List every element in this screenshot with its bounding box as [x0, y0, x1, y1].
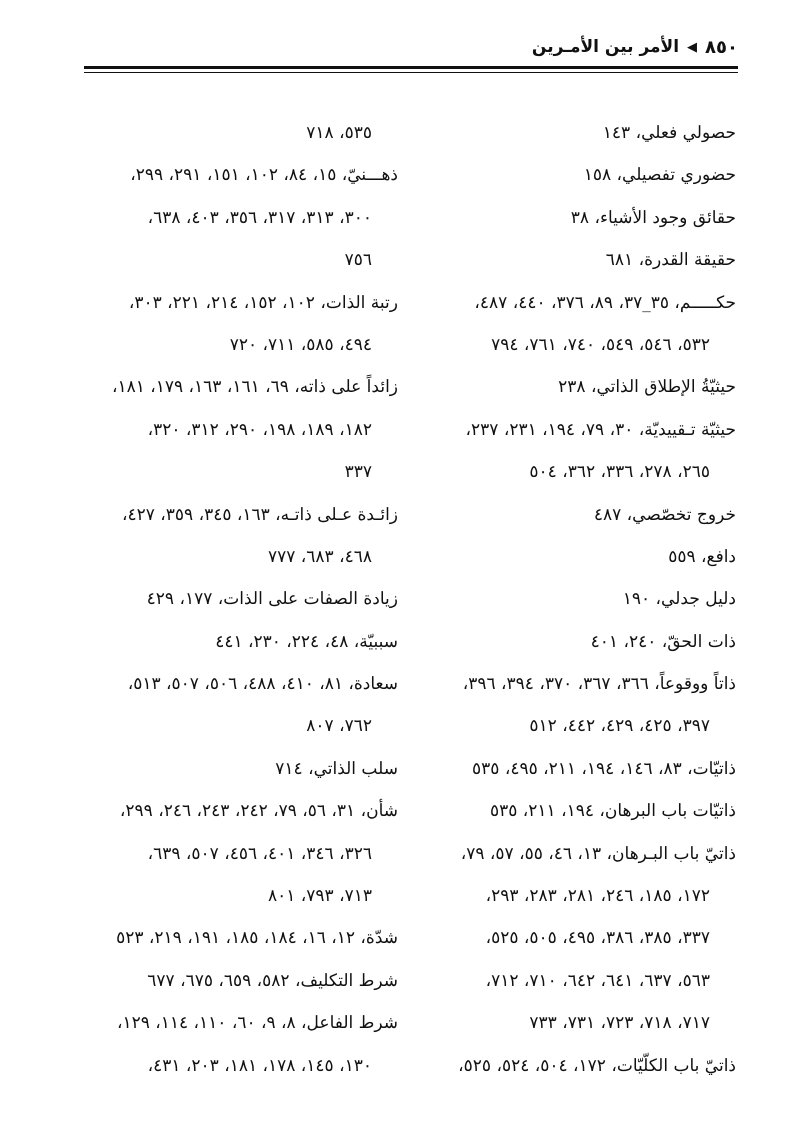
- index-entry-continuation: ٣٣٧: [344, 462, 372, 483]
- index-entry: حقيقة القدرة، ٦٨١: [605, 250, 736, 271]
- index-entry: ذهـــنيّ، ١٥، ٨٤، ١٠٢، ١٥١، ٢٩١، ٢٩٩،: [130, 165, 398, 186]
- index-entry: زيادة الصفات على الذات، ١٧٧، ٤٢٩: [146, 589, 398, 610]
- index-entry: ذاتيّات، ٨٣، ١٤٦، ١٩٤، ٢١١، ٤٩٥، ٥٣٥: [472, 758, 736, 779]
- index-entry: شرط الفاعل، ٨، ٩، ٦٠، ١١٠، ١١٤، ١٢٩،: [116, 1013, 398, 1034]
- index-entry-continuation: ٤٩٤، ٥٨٥، ٧١١، ٧٢٠: [229, 334, 372, 355]
- index-entry: حكـــــم، ٣٥_٣٧، ٨٩، ٣٧٦، ٤٤٠، ٤٨٧،: [474, 292, 736, 313]
- index-entry: ذاتيّات باب البرهان، ١٩٤، ٢١١، ٥٣٥: [490, 801, 736, 822]
- index-entry-continuation: ٧١٧، ٧١٨، ٧٢٣، ٧٣١، ٧٣٣: [529, 1013, 710, 1034]
- index-entry-continuation: ٧٥٦: [344, 250, 372, 271]
- index-entry-continuation: ٣٠٠، ٣١٣، ٣١٧، ٣٥٦، ٤٠٣، ٦٣٨،: [147, 207, 372, 228]
- index-entry: حصولي فعلي، ١٤٣: [602, 123, 736, 143]
- index-entry-continuation: ٥٣٥، ٧١٨: [306, 123, 372, 143]
- running-title: الأمر بين الأمـرين: [531, 37, 680, 57]
- index-entry: ذاتيّ باب الكلّيّات، ١٧٢، ٥٠٤، ٥٢٤، ٥٢٥،: [458, 1055, 736, 1076]
- index-entry: ذاتاً ووقوعاً، ٣٦٦، ٣٦٧، ٣٧٠، ٣٩٤، ٣٩٦،: [462, 674, 736, 695]
- index-entry: حيثيّةُ الإطلاق الذاتي، ٢٣٨: [558, 377, 736, 398]
- index-entry: شدّة، ١٢، ١٦، ١٨٤، ١٨٥، ١٩١، ٢١٩، ٥٢٣: [116, 928, 398, 949]
- header-rule-thin: [84, 72, 738, 73]
- index-entry: شأن، ٣١، ٥٦، ٧٩، ٢٤٢، ٢٤٣، ٢٤٦، ٢٩٩،: [119, 801, 398, 822]
- index-entry-continuation: ٣٩٧، ٤٢٥، ٤٢٩، ٤٤٢، ٥١٢: [529, 716, 710, 737]
- index-entry: سلب الذاتي، ٧١٤: [275, 758, 398, 779]
- index-entry: سعادة، ٨١، ٤١٠، ٤٨٨، ٥٠٦، ٥٠٧، ٥١٣،: [127, 674, 398, 695]
- index-entry: دليل جدلي، ١٩٠: [622, 589, 736, 610]
- index-column-right: [418, 112, 736, 1087]
- index-entry-continuation: ١٣٠، ١٤٥، ١٧٨، ١٨١، ٢٠٣، ٤٣١،: [147, 1055, 372, 1076]
- index-entry-continuation: ١٧٢، ١٨٥، ٢٤٦، ٢٨١، ٢٨٣، ٢٩٣،: [485, 886, 710, 907]
- index-entry-continuation: ٧٦٢، ٨٠٧: [306, 716, 372, 737]
- index-entry-continuation: ٥٦٣، ٦٣٧، ٦٤١، ٦٤٢، ٧١٠، ٧١٢،: [485, 970, 710, 991]
- index-entry-continuation: ٢٦٥، ٢٧٨، ٣٣٦، ٣٦٢، ٥٠٤: [529, 462, 710, 483]
- index-entry: دافع، ٥٥٩: [668, 546, 736, 567]
- index-entry: زائداً على ذاته، ٦٩، ١٦١، ١٦٣، ١٧٩، ١٨١،: [111, 377, 398, 398]
- header-arrow-icon: ◀: [687, 39, 698, 55]
- index-entry-continuation: ٧١٣، ٧٩٣، ٨٠١: [268, 886, 372, 907]
- index-entry-continuation: ٣٢٦، ٣٤٦، ٤٠١، ٤٥٦، ٥٠٧، ٦٣٩،: [147, 843, 372, 864]
- index-entry: خروج تخصّصي، ٤٨٧: [593, 504, 736, 525]
- index-entry: سببيّة، ٤٨، ٢٢٤، ٢٣٠، ٤٤١: [215, 631, 398, 652]
- index-entry: حيثيّة تـقييديّة، ٣٠، ٧٩، ١٩٤، ٢٣١، ٢٣٧،: [465, 419, 736, 440]
- index-entry: رتبة الذات، ١٠٢، ١٥٢، ٢١٤، ٢٢١، ٣٠٣،: [128, 292, 398, 313]
- index-column-left: [82, 112, 398, 1087]
- index-entry: زائـدة عـلى ذاتـه، ١٦٣، ٣٤٥، ٣٥٩، ٤٢٧،: [121, 504, 398, 525]
- page-number: ٨٥٠: [705, 36, 738, 58]
- index-entry: شرط التكليف، ٥٨٢، ٦٥٩، ٦٧٥، ٦٧٧: [147, 970, 398, 991]
- index-entry-continuation: ٤٦٨، ٦٨٣، ٧٧٧: [268, 546, 372, 567]
- index-entry: حضوري تفصيلي، ١٥٨: [583, 165, 736, 186]
- page-header: [84, 30, 738, 64]
- index-entry: ذات الحقّ، ٢٤٠، ٤٠١: [590, 631, 736, 652]
- index-entry-continuation: ٥٣٢، ٥٤٦، ٥٤٩، ٧٤٠، ٧٦١، ٧٩٤: [491, 334, 710, 355]
- index-entry-continuation: ٣٣٧، ٣٨٥، ٣٨٦، ٤٩٥، ٥٠٥، ٥٢٥،: [485, 928, 710, 949]
- index-entry-continuation: ١٨٢، ١٨٩، ١٩٨، ٢٩٠، ٣١٢، ٣٢٠،: [147, 419, 372, 440]
- header-rule-thick: [84, 66, 738, 69]
- index-entry: حقائق وجود الأشياء، ٣٨: [570, 207, 736, 228]
- index-entry: ذاتيّ باب البـرهان، ١٣، ٤٦، ٥٥، ٥٧، ٧٩،: [460, 843, 736, 864]
